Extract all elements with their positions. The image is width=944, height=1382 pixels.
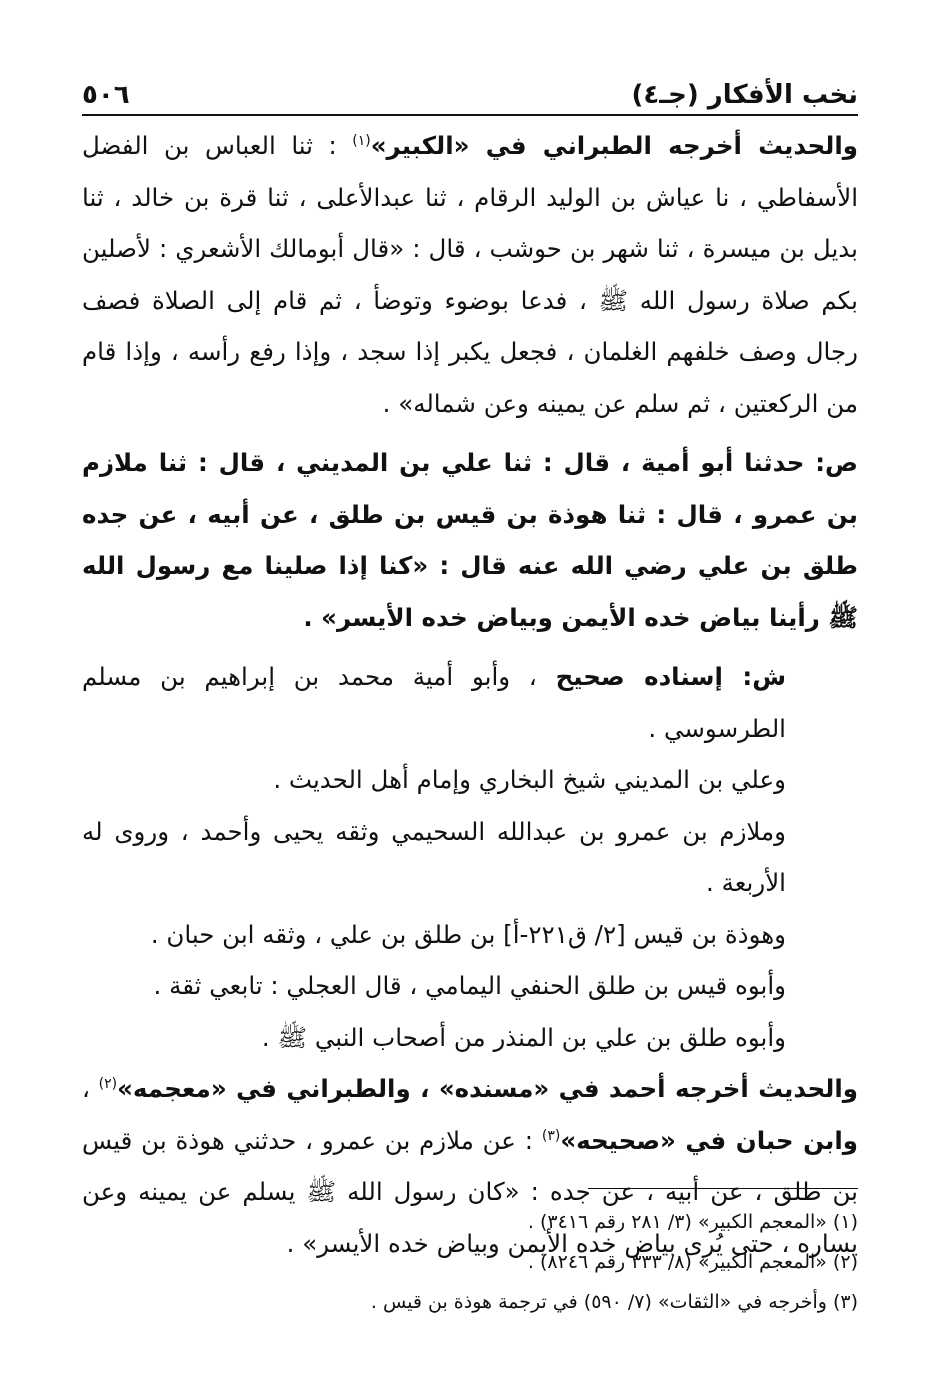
paragraph-lead: والحديث أخرجه الطبراني في «الكبير» xyxy=(370,131,858,160)
paragraph-lead: والحديث أخرجه أحمد في «مسنده» ، والطبراني في «معجمه» xyxy=(117,1074,858,1103)
paragraph-lead: وابن حبان في «صحيحه» xyxy=(560,1125,859,1155)
book-title: نخب الأفكار (جـ٤) xyxy=(631,80,858,110)
footnote-3: (٣) وأخرجه في «الثقات» (٧/ ٥٩٠) في ترجمة هوذة بن قيس . xyxy=(370,1291,858,1313)
footnote-ref: (٣) xyxy=(541,1127,561,1144)
main-text xyxy=(82,120,858,1269)
paragraph-narrator-qays xyxy=(82,960,858,1012)
paragraph-tabarani xyxy=(82,120,858,429)
paragraph-narrator-hawdha xyxy=(82,909,858,961)
footnote-rule xyxy=(588,1188,858,1189)
page-header xyxy=(82,70,858,110)
page-number: ٥٠٦ xyxy=(82,80,130,110)
paragraph-text: وأبوه طلق بن علي بن المنذر من أصحاب النبي ﷺ . xyxy=(261,1022,786,1052)
paragraph-narrator-ali xyxy=(82,754,858,806)
footnote-ref: (٢) xyxy=(98,1075,118,1092)
footnote-ref: (١) xyxy=(352,132,371,149)
paragraph-text: وهوذة بن قيس [٢/ ق٢٢١-أ] بن طلق بن علي ، وثقه ابن حبان . xyxy=(150,919,786,949)
header-rule xyxy=(82,114,858,116)
paragraph-text: : ثنا العباس بن الفضل الأسفاطي ، نا عياش بن الوليد الرقام ، ثنا عبدالأعلى ، ثنا قرة بن خالد ، ثنا بديل بن ميسرة ، ثنا شهر بن حوشب ، قال : «قال أبومالك الأشعري : لأصلين بكم صلاة رسول الله ﷺ ، فدعا بوضوء وتوضأ ، ثم قام إلى الصلاة فصف رجال وصف خلفهم الغلمان ، فجعل يكبر إذا سجد ، وإذا رفع رأسه ، وإذا قام من الركعتين ، ثم سلم عن يمينه وعن شماله» . xyxy=(82,131,858,418)
paragraph-isnad xyxy=(82,651,858,754)
footnote-2: (٢) «المعجم الكبير» (٨/ ٣٣٣ رقم ٨٢٤٦) . xyxy=(527,1251,858,1273)
paragraph-text: ، وأبو أمية محمد بن إبراهيم بن مسلم الطرسوسي . xyxy=(82,662,786,743)
footnote-1: (١) «المعجم الكبير» (٣/ ٢٨١ رقم ٣٤١٦) . xyxy=(527,1211,858,1233)
paragraph-hadith-text xyxy=(82,437,858,643)
paragraph-text: وأبوه قيس بن طلق الحنفي اليمامي ، قال العجلي : تابعي ثقة . xyxy=(153,971,786,1000)
paragraph-lead: ش: إسناده صحيح xyxy=(555,662,786,691)
footnotes xyxy=(82,1202,858,1322)
paragraph-text: وعلي بن المديني شيخ البخاري وإمام أهل الحديث . xyxy=(273,765,786,794)
paragraph-text: وملازم بن عمرو بن عبدالله السحيمي وثقه يحيى وأحمد ، وروى له الأربعة . xyxy=(82,816,786,897)
paragraph-separator: ، xyxy=(82,1074,99,1103)
paragraph-text: ص: حدثنا أبو أمية ، قال : ثنا علي بن المديني ، قال : ثنا ملازم بن عمرو ، قال : ثنا هوذة بن قيس بن طلق ، عن أبيه ، عن جده طلق بن علي رضي الله عنه قال : «كنا إذا صلينا مع رسول الله ﷺ رأينا بياض خده الأيمن وبياض خده الأيسر» . xyxy=(82,448,858,632)
paragraph-text: : عن ملازم بن عمرو ، حدثني هوذة بن قيس بن طلق ، عن أبيه ، عن جده : «كان رسول الله ﷺ يسلم عن يمينه وعن يساره ، حتى يُرى بياض خده الأيمن وبياض خده الأيسر» . xyxy=(82,1125,858,1258)
paragraph-narrator-talq xyxy=(82,1012,858,1064)
paragraph-narrator-mulazim xyxy=(82,806,858,909)
